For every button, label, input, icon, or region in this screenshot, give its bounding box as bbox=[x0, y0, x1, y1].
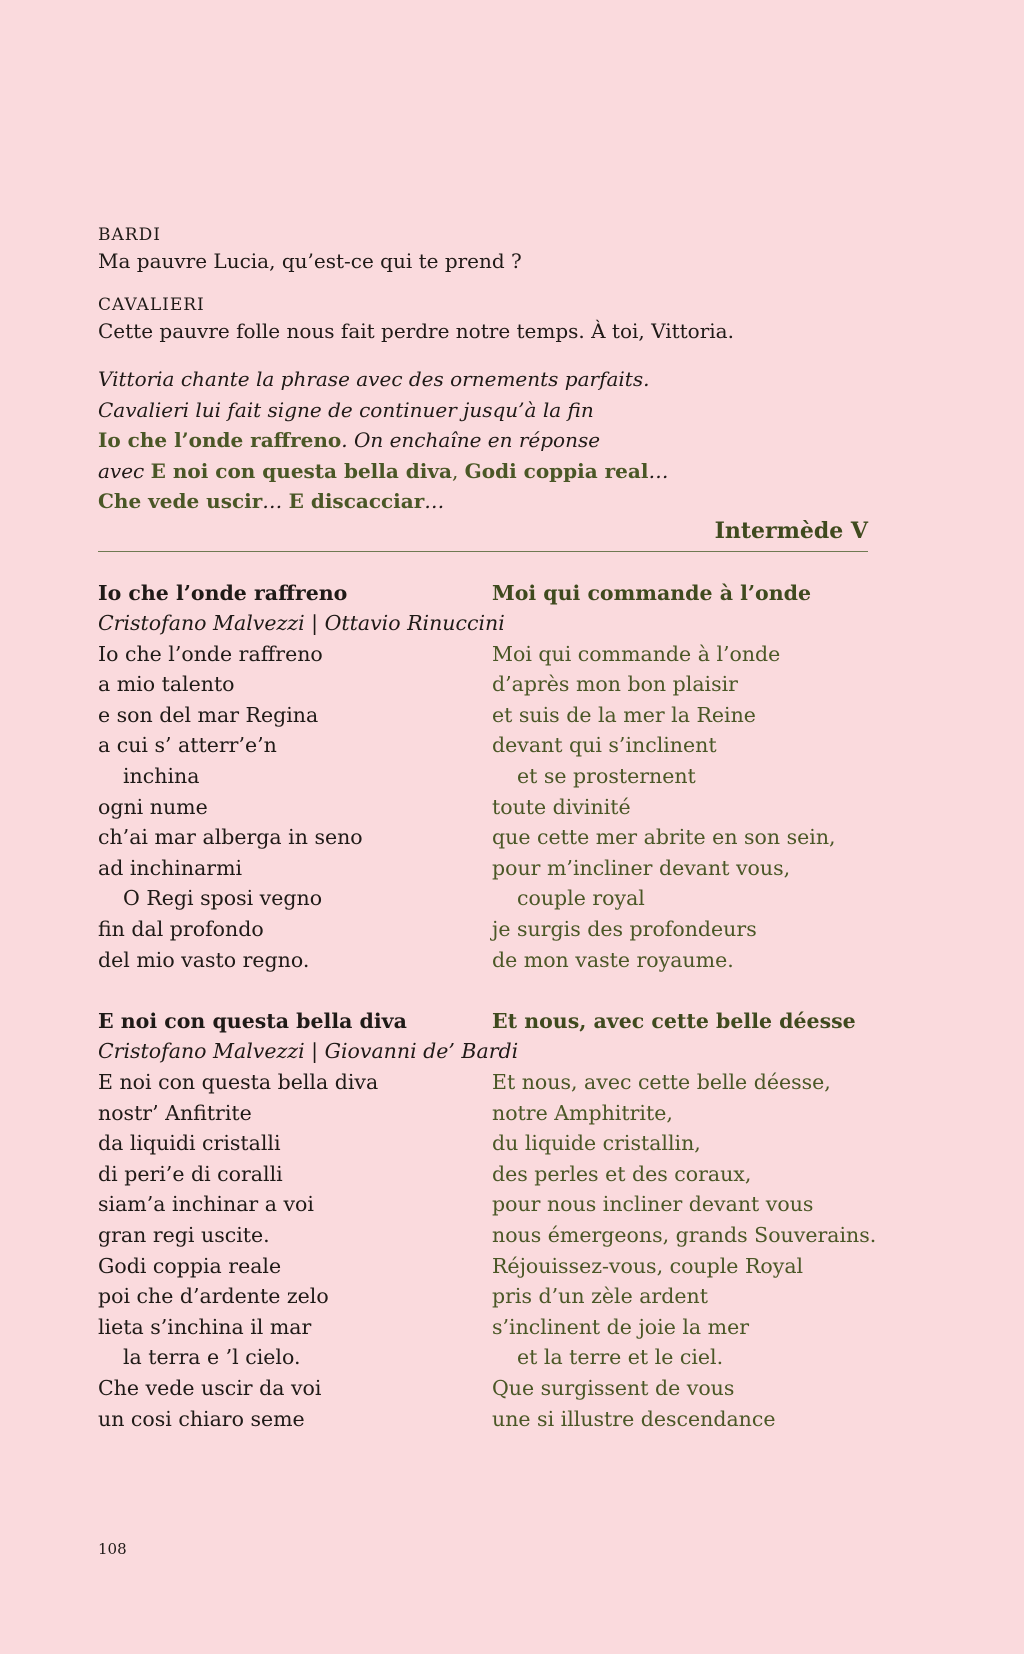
verse-line: fin dal profondo bbox=[98, 917, 264, 942]
song-title-it: Io che l’onde raffreno bbox=[98, 580, 348, 605]
verse-line: la terra e ’l cielo. bbox=[123, 1345, 301, 1370]
cue-title: E discacciar bbox=[288, 489, 425, 513]
stage-line: Vittoria chante la phrase avec des ornements parfaits. bbox=[98, 367, 650, 391]
stage-text: , bbox=[451, 458, 465, 483]
verse-line: nostr’ Anfitrite bbox=[98, 1100, 252, 1125]
verse-line: ch’ai mar alberga in seno bbox=[98, 825, 363, 850]
stage-direction bbox=[98, 364, 868, 517]
verse-line: d’après mon bon plaisir bbox=[492, 672, 738, 697]
cue-title: E noi con questa bella diva bbox=[150, 458, 452, 483]
verse-line: Che vede uscir da voi bbox=[98, 1375, 322, 1400]
stanza-gap bbox=[98, 975, 492, 1006]
verse-line: a mio talento bbox=[98, 672, 235, 697]
verse-line: des perles et des coraux, bbox=[492, 1161, 752, 1186]
verse-line: lieta s’inchina il mar bbox=[98, 1314, 312, 1339]
verse-line: du liquide cristallin, bbox=[492, 1131, 701, 1156]
verse-line: je surgis des profondeurs bbox=[492, 917, 757, 942]
stage-text: . On enchaîne en réponse bbox=[341, 428, 601, 452]
verse-line: devant qui s’inclinent bbox=[492, 733, 717, 758]
verse-line: poi che d’ardente zelo bbox=[98, 1284, 329, 1309]
stage-line bbox=[98, 456, 868, 487]
author-spacer bbox=[492, 608, 868, 639]
verse-line: notre Amphitrite, bbox=[492, 1100, 673, 1125]
song-authors: Cristofano Malvezzi | Ottavio Rinuccini bbox=[98, 611, 505, 636]
verse-line: toute divinité bbox=[492, 794, 631, 819]
verse-line: O Regi sposi vegno bbox=[123, 886, 323, 911]
cue-title: Che vede uscir bbox=[98, 489, 263, 513]
verse-line: ogni nume bbox=[98, 794, 208, 819]
verse-line: et suis de la mer la Reine bbox=[492, 702, 756, 727]
song-authors: Cristofano Malvezzi | Giovanni de’ Bardi bbox=[98, 1039, 519, 1064]
french-column bbox=[492, 578, 877, 1435]
song-title-fr: Moi qui commande à l’onde bbox=[492, 580, 811, 605]
stanza-gap bbox=[492, 975, 868, 1006]
verse-line: Moi qui commande à l’onde bbox=[492, 641, 781, 666]
stage-text: avec bbox=[98, 458, 151, 483]
verse-line: di peri’e di coralli bbox=[98, 1161, 283, 1186]
cue-title: Godi coppia real bbox=[464, 458, 649, 483]
verse-line: couple royal bbox=[517, 886, 645, 911]
song-title-fr: Et nous, avec cette belle déesse bbox=[492, 1008, 856, 1033]
stage-text: … bbox=[262, 489, 289, 513]
dialogue-line: Ma pauvre Lucia, qu’est-ce qui te prend ? bbox=[98, 249, 522, 273]
verse-line: siam’a inchinar a voi bbox=[98, 1192, 314, 1217]
verse-line: que cette mer abrite en son sein, bbox=[492, 825, 836, 850]
verse-line: inchina bbox=[123, 764, 200, 789]
author-spacer bbox=[492, 1036, 868, 1067]
stage-line bbox=[98, 486, 868, 517]
verse-line: del mio vasto regno. bbox=[98, 947, 310, 972]
verse-line: da liquidi cristalli bbox=[98, 1131, 281, 1156]
verse-line: nous émergeons, grands Souverains. bbox=[492, 1222, 877, 1247]
dialogue-line: Cette pauvre folle nous fait perdre notre temps. À toi, Vittoria. bbox=[98, 319, 734, 343]
verse-line: Io che l’onde raffreno bbox=[98, 641, 323, 666]
verse-line: Et nous, avec cette belle déesse, bbox=[492, 1070, 831, 1094]
verse-line: E noi con questa bella diva bbox=[98, 1070, 379, 1094]
verse-line: et la terre et le ciel. bbox=[517, 1345, 724, 1370]
verse-line: gran regi uscite. bbox=[98, 1222, 270, 1247]
verse-line: Réjouissez-vous, couple Royal bbox=[492, 1253, 804, 1278]
verse-line: Godi coppia reale bbox=[98, 1253, 282, 1278]
verse-line: a cui s’ atterr’e’n bbox=[98, 733, 277, 758]
verse-line: un cosi chiaro seme bbox=[98, 1406, 305, 1431]
speaker-name: CAVALIERI bbox=[98, 295, 205, 315]
speaker-name: BARDI bbox=[98, 225, 161, 245]
stage-text: … bbox=[424, 489, 445, 513]
stage-line: Cavalieri lui fait signe de continuer jusqu’à la fin bbox=[98, 397, 594, 422]
verse-line: ad inchinarmi bbox=[98, 855, 243, 880]
section-heading: Intermède V bbox=[98, 517, 868, 552]
verse-line: et se prosternent bbox=[517, 764, 696, 789]
stage-line bbox=[98, 425, 868, 456]
verse-line: pris d’un zèle ardent bbox=[492, 1284, 708, 1309]
verse-line: s’inclinent de joie la mer bbox=[492, 1314, 750, 1339]
dialogue-bardi bbox=[98, 224, 868, 276]
verse-line: une si illustre descendance bbox=[492, 1406, 776, 1431]
song-title-it: E noi con questa bella diva bbox=[98, 1008, 407, 1033]
verse-line: Que surgissent de vous bbox=[492, 1375, 735, 1400]
italian-column bbox=[98, 578, 519, 1435]
stage-text: … bbox=[648, 458, 669, 483]
verse-line: pour m’incliner devant vous, bbox=[492, 855, 791, 880]
song-columns bbox=[98, 578, 877, 1435]
page-content bbox=[98, 224, 877, 1434]
verse-line: pour nous incliner devant vous bbox=[492, 1192, 814, 1217]
cue-title: Io che l’onde raffreno bbox=[98, 428, 342, 452]
page-number: 108 bbox=[98, 1540, 127, 1558]
dialogue-cavalieri bbox=[98, 294, 868, 346]
verse-line: de mon vaste royaume. bbox=[492, 947, 734, 972]
verse-line: e son del mar Regina bbox=[98, 702, 319, 727]
